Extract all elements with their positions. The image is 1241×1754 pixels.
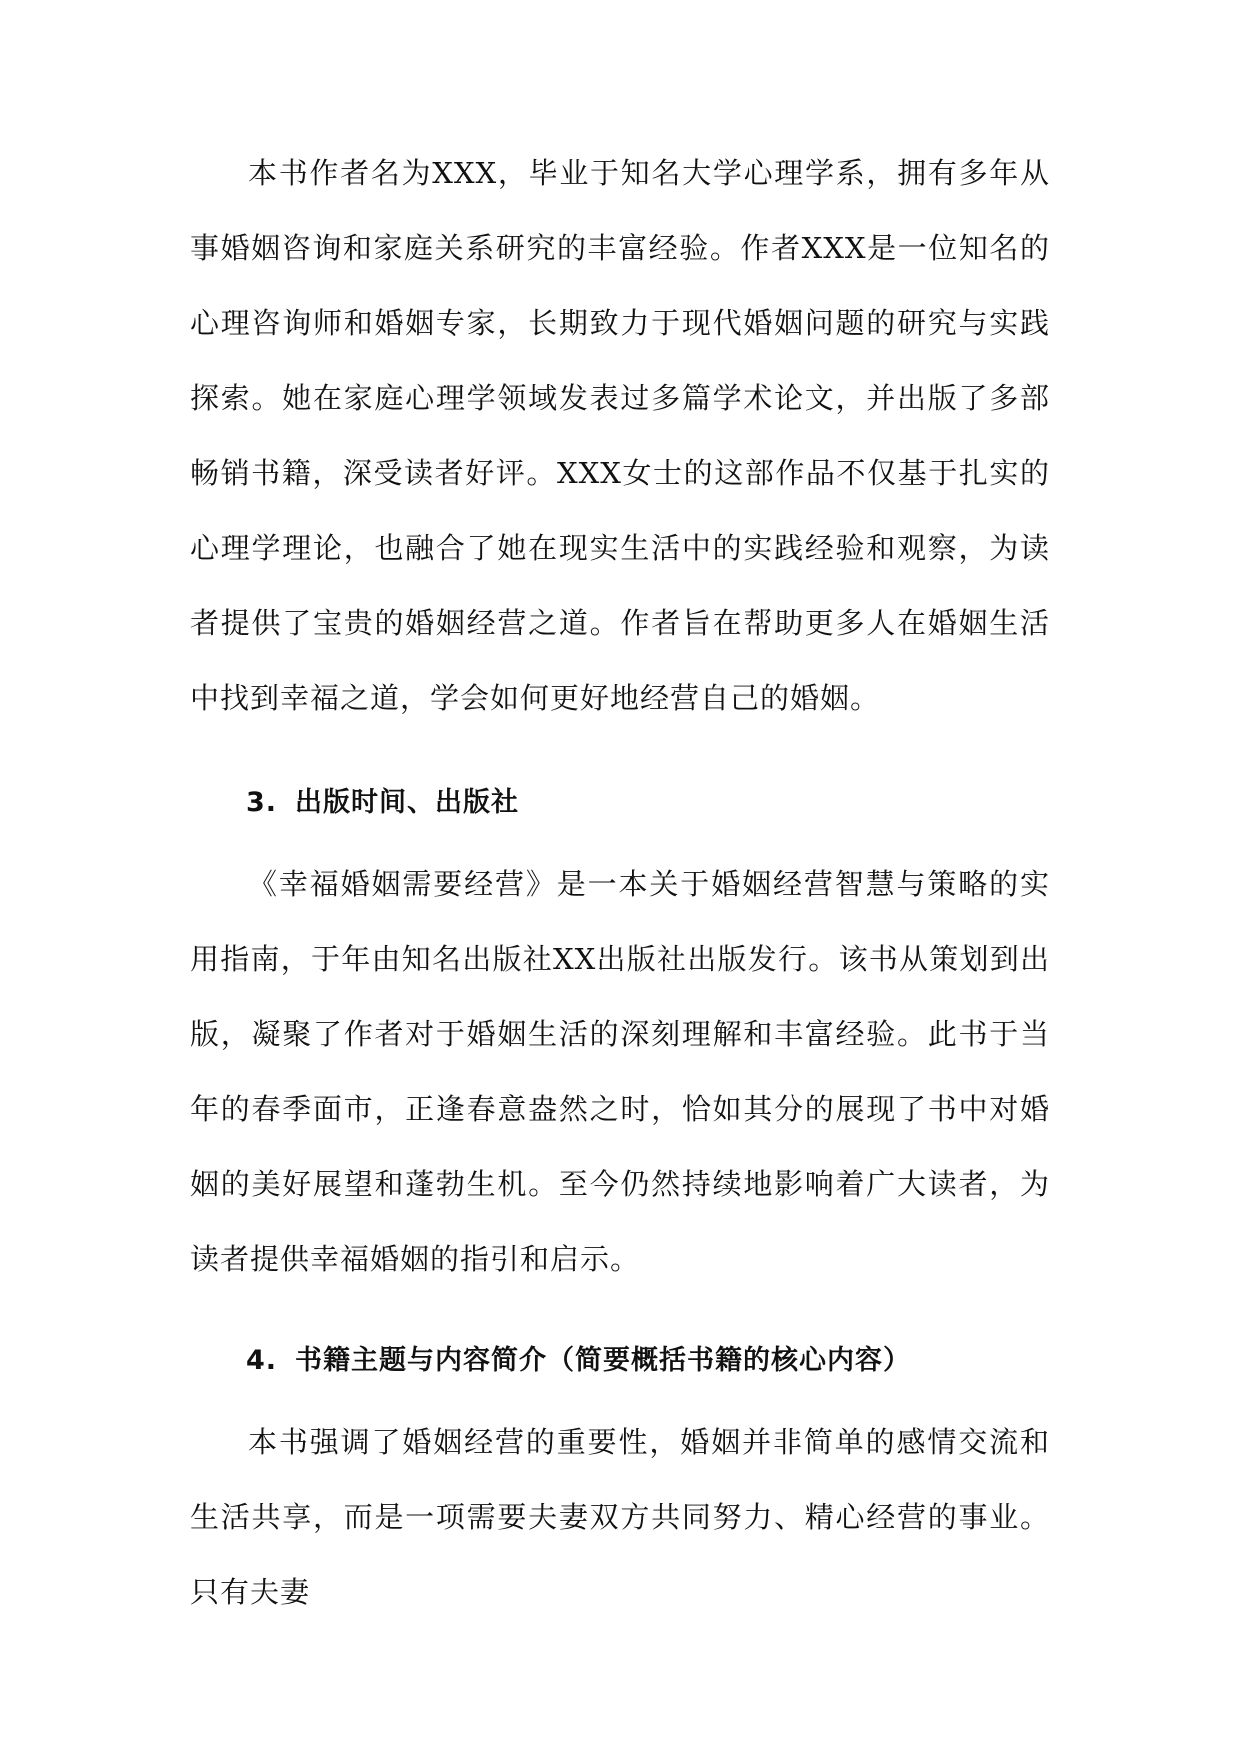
publish-paragraph: 《幸福婚姻需要经营》是一本关于婚姻经营智慧与策略的实用指南，于年由知名出版社XX出版社出版发行。该书从策划到出版，凝聚了作者对于婚姻生活的深刻理解和丰富经验。此书于当年的春季面市，正逢春意盎然之时，恰如其分的展现了书中对婚姻的美好展望和蓬勃生机。至今仍然持续地影响着广大读者，为读者提供幸福婚姻的指引和启示。 [190, 867, 1050, 1276]
section-4-heading [246, 1341, 1066, 1381]
author-paragraph: 本书作者名为XXX，毕业于知名大学心理学系，拥有多年从事婚姻咨询和家庭关系研究的丰富经验。作者XXX是一位知名的心理咨询师和婚姻专家，长期致力于现代婚姻问题的研究与实践探索。她在家庭心理学领域发表过多篇学术论文，并出版了多部畅销书籍，深受读者好评。XXX女士的这部作品不仅基于扎实的心理学理论，也融合了她在现实生活中的实践经验和观察，为读者提供了宝贵的婚姻经营之道。作者旨在帮助更多人在婚姻生活中找到幸福之道，学会如何更好地经营自己的婚姻。 [190, 156, 1050, 715]
section-3-title: 出版时间、出版社 [295, 787, 520, 818]
section-3-heading [246, 783, 1066, 823]
theme-paragraph: 本书强调了婚姻经营的重要性，婚姻并非简单的感情交流和生活共享，而是一项需要夫妻双方共同努力、精心经营的事业。只有夫妻 [190, 1425, 1050, 1609]
section-4-number: 4. [246, 1345, 278, 1376]
section-3-number: 3. [246, 787, 278, 818]
section-4-title: 书籍主题与内容简介（简要概括书籍的核心内容） [295, 1345, 912, 1376]
